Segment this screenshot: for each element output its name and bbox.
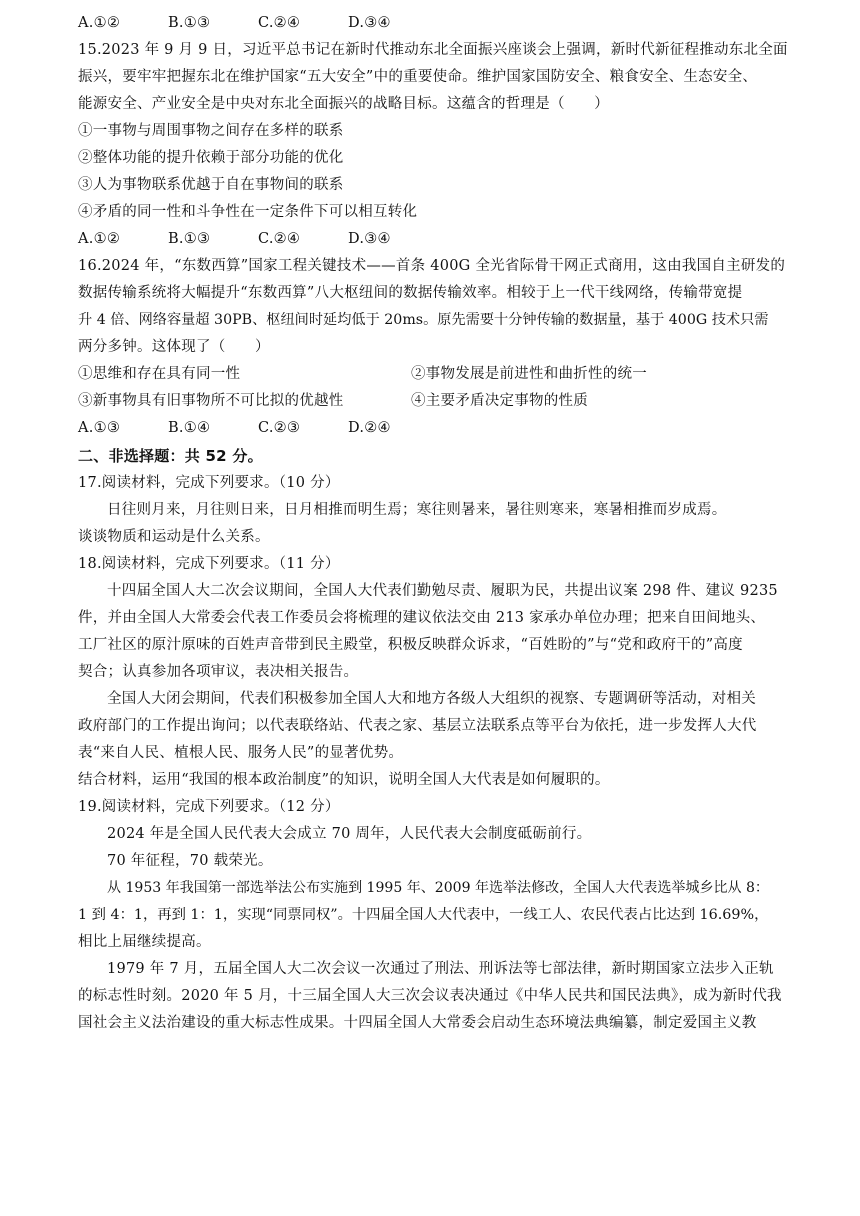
q15-option-c[interactable]: C.②④ <box>258 231 301 247</box>
q19-paragraph-3-line-3: 相比上届继续提高。 <box>78 934 211 950</box>
q16-options <box>78 418 438 438</box>
q19-paragraph-1: 2024 年是全国人民代表大会成立 70 周年，人民代表大会制度砥砺前行。 <box>107 826 592 842</box>
q19-paragraph-4-line-2: 的标志性时刻。2020 年 5 月，十三届全国人大三次会议表决通过《中华人民共和国民法典》，成为新时代我 <box>78 988 782 1004</box>
q14-options <box>78 13 438 33</box>
q16-option-b[interactable]: B.①④ <box>168 420 211 436</box>
q18-para2-line-3: 表“来自人民、植根人民、服务人民”的显著优势。 <box>78 745 404 761</box>
q16-statement-3: ③新事物具有旧事物所不可比拟的优越性 <box>78 393 344 409</box>
q17-material: 日往则月来，月往则日来，日月相推而明生焉；寒往则暑来，暑往则寒来，寒暑相推而岁成焉。 <box>107 502 727 518</box>
q14-option-a[interactable]: A.①② <box>78 15 121 31</box>
q15-option-d[interactable]: D.③④ <box>348 231 391 247</box>
q18-para1-line-2: 件，并由全国人大常委会代表工作委员会将梳理的建议依法交由 213 家承办单位办理；把来自田间地头、 <box>78 610 766 626</box>
q19-paragraph-4-line-3: 国社会主义法治建设的重大标志性成果。十四届全国人大常委会启动生态环境法典编纂，制定爱国主义教 <box>78 1015 757 1031</box>
q15-option-b[interactable]: B.①③ <box>168 231 211 247</box>
q19-paragraph-4-line-1: 1979 年 7 月，五届全国人大二次会议一次通过了刑法、刑诉法等七部法律，新时期国家立法步入正轨 <box>107 961 774 977</box>
q15-options <box>78 229 438 249</box>
q18-para2-line-2: 政府部门的工作提出询问；以代表联络站、代表之家、基层立法联系点等平台为依托，进一步发挥人大代 <box>78 718 757 734</box>
q18-stem: 18.阅读材料，完成下列要求。（11 分） <box>78 556 340 572</box>
q16-stem-line-4: 两分多钟。这体现了（ ） <box>78 339 270 355</box>
q16-stem-line-2: 数据传输系统将大幅提升“东数西算”八大枢纽间的数据传输效率。相较于上一代干线网络，传输带宽提 <box>78 285 743 301</box>
q16-option-c[interactable]: C.②③ <box>258 420 301 436</box>
q14-option-c[interactable]: C.②④ <box>258 15 301 31</box>
section-2-heading: 二、非选择题：共 52 分。 <box>78 447 263 465</box>
q15-stem-line-3: 能源安全、产业安全是中央对东北全面振兴的战略目标。这蕴含的哲理是（ ） <box>78 96 609 112</box>
q19-paragraph-3-line-2: 1 到 4：1，再到 1：1，实现“同票同权”。十四届全国人大代表中，一线工人、农民代表占比达到 16.69%， <box>78 907 769 923</box>
q18-para1-line-1: 十四届全国人大二次会议期间，全国人大代表们勤勉尽责、履职为民，共提出议案 298 件、建议 9235 <box>107 583 778 599</box>
q19-paragraph-2: 70 年征程，70 载荣光。 <box>107 853 273 869</box>
q17-stem: 17.阅读材料，完成下列要求。（10 分） <box>78 475 340 491</box>
q16-statement-1: ①思维和存在具有同一性 <box>78 366 241 382</box>
q15-stem-line-1: 15.2023 年 9 月 9 日，习近平总书记在新时代推动东北全面振兴座谈会上强调，新时代新征程推动东北全面 <box>78 42 788 58</box>
q15-statement-3: ③人为事物联系优越于自在事物间的联系 <box>78 177 344 193</box>
q15-statement-4: ④矛盾的同一性和斗争性在一定条件下可以相互转化 <box>78 204 418 220</box>
q18-ask: 结合材料，运用“我国的根本政治制度”的知识，说明全国人大代表是如何履职的。 <box>78 772 610 788</box>
q16-option-a[interactable]: A.①③ <box>78 420 121 436</box>
q15-statement-2: ②整体功能的提升依赖于部分功能的优化 <box>78 150 344 166</box>
q16-statement-2: ②事物发展是前进性和曲折性的统一 <box>411 366 647 382</box>
q15-option-a[interactable]: A.①② <box>78 231 121 247</box>
q14-option-b[interactable]: B.①③ <box>168 15 211 31</box>
q16-option-d[interactable]: D.②④ <box>348 420 391 436</box>
q18-para1-line-3: 工厂社区的原汁原味的百姓声音带到民主殿堂，积极反映群众诉求，“百姓盼的”与“党和政府干的”高度 <box>78 637 743 653</box>
q15-statement-1: ①一事物与周围事物之间存在多样的联系 <box>78 123 344 139</box>
q16-stem-line-1: 16.2024 年，“东数西算”国家工程关键技术——首条 400G 全光省际骨干网正式商用，这由我国自主研发的 <box>78 258 786 274</box>
q19-paragraph-3-line-1: 从 1953 年我国第一部选举法公布实施到 1995 年、2009 年选举法修改，全国人大代表选举城乡比从 8： <box>107 880 769 896</box>
q16-stem-line-3: 升 4 倍、网络容量超 30PB、枢纽间时延均低于 20ms。原先需要十分钟传输的数据量，基于 400G 技术只需 <box>78 312 769 328</box>
q14-option-d[interactable]: D.③④ <box>348 15 391 31</box>
q18-para1-line-4: 契合；认真参加各项审议，表决相关报告。 <box>78 664 359 680</box>
q19-stem: 19.阅读材料，完成下列要求。（12 分） <box>78 799 340 815</box>
q15-stem-line-2: 振兴，要牢牢把握东北在维护国家“五大安全”中的重要使命。维护国家国防安全、粮食安全、生态安全、 <box>78 69 758 85</box>
q17-ask: 谈谈物质和运动是什么关系。 <box>78 529 270 545</box>
q18-para2-line-1: 全国人大闭会期间，代表们积极参加全国人大和地方各级人大组织的视察、专题调研等活动，对相关 <box>107 691 756 707</box>
q16-statement-4: ④主要矛盾决定事物的性质 <box>411 393 588 409</box>
